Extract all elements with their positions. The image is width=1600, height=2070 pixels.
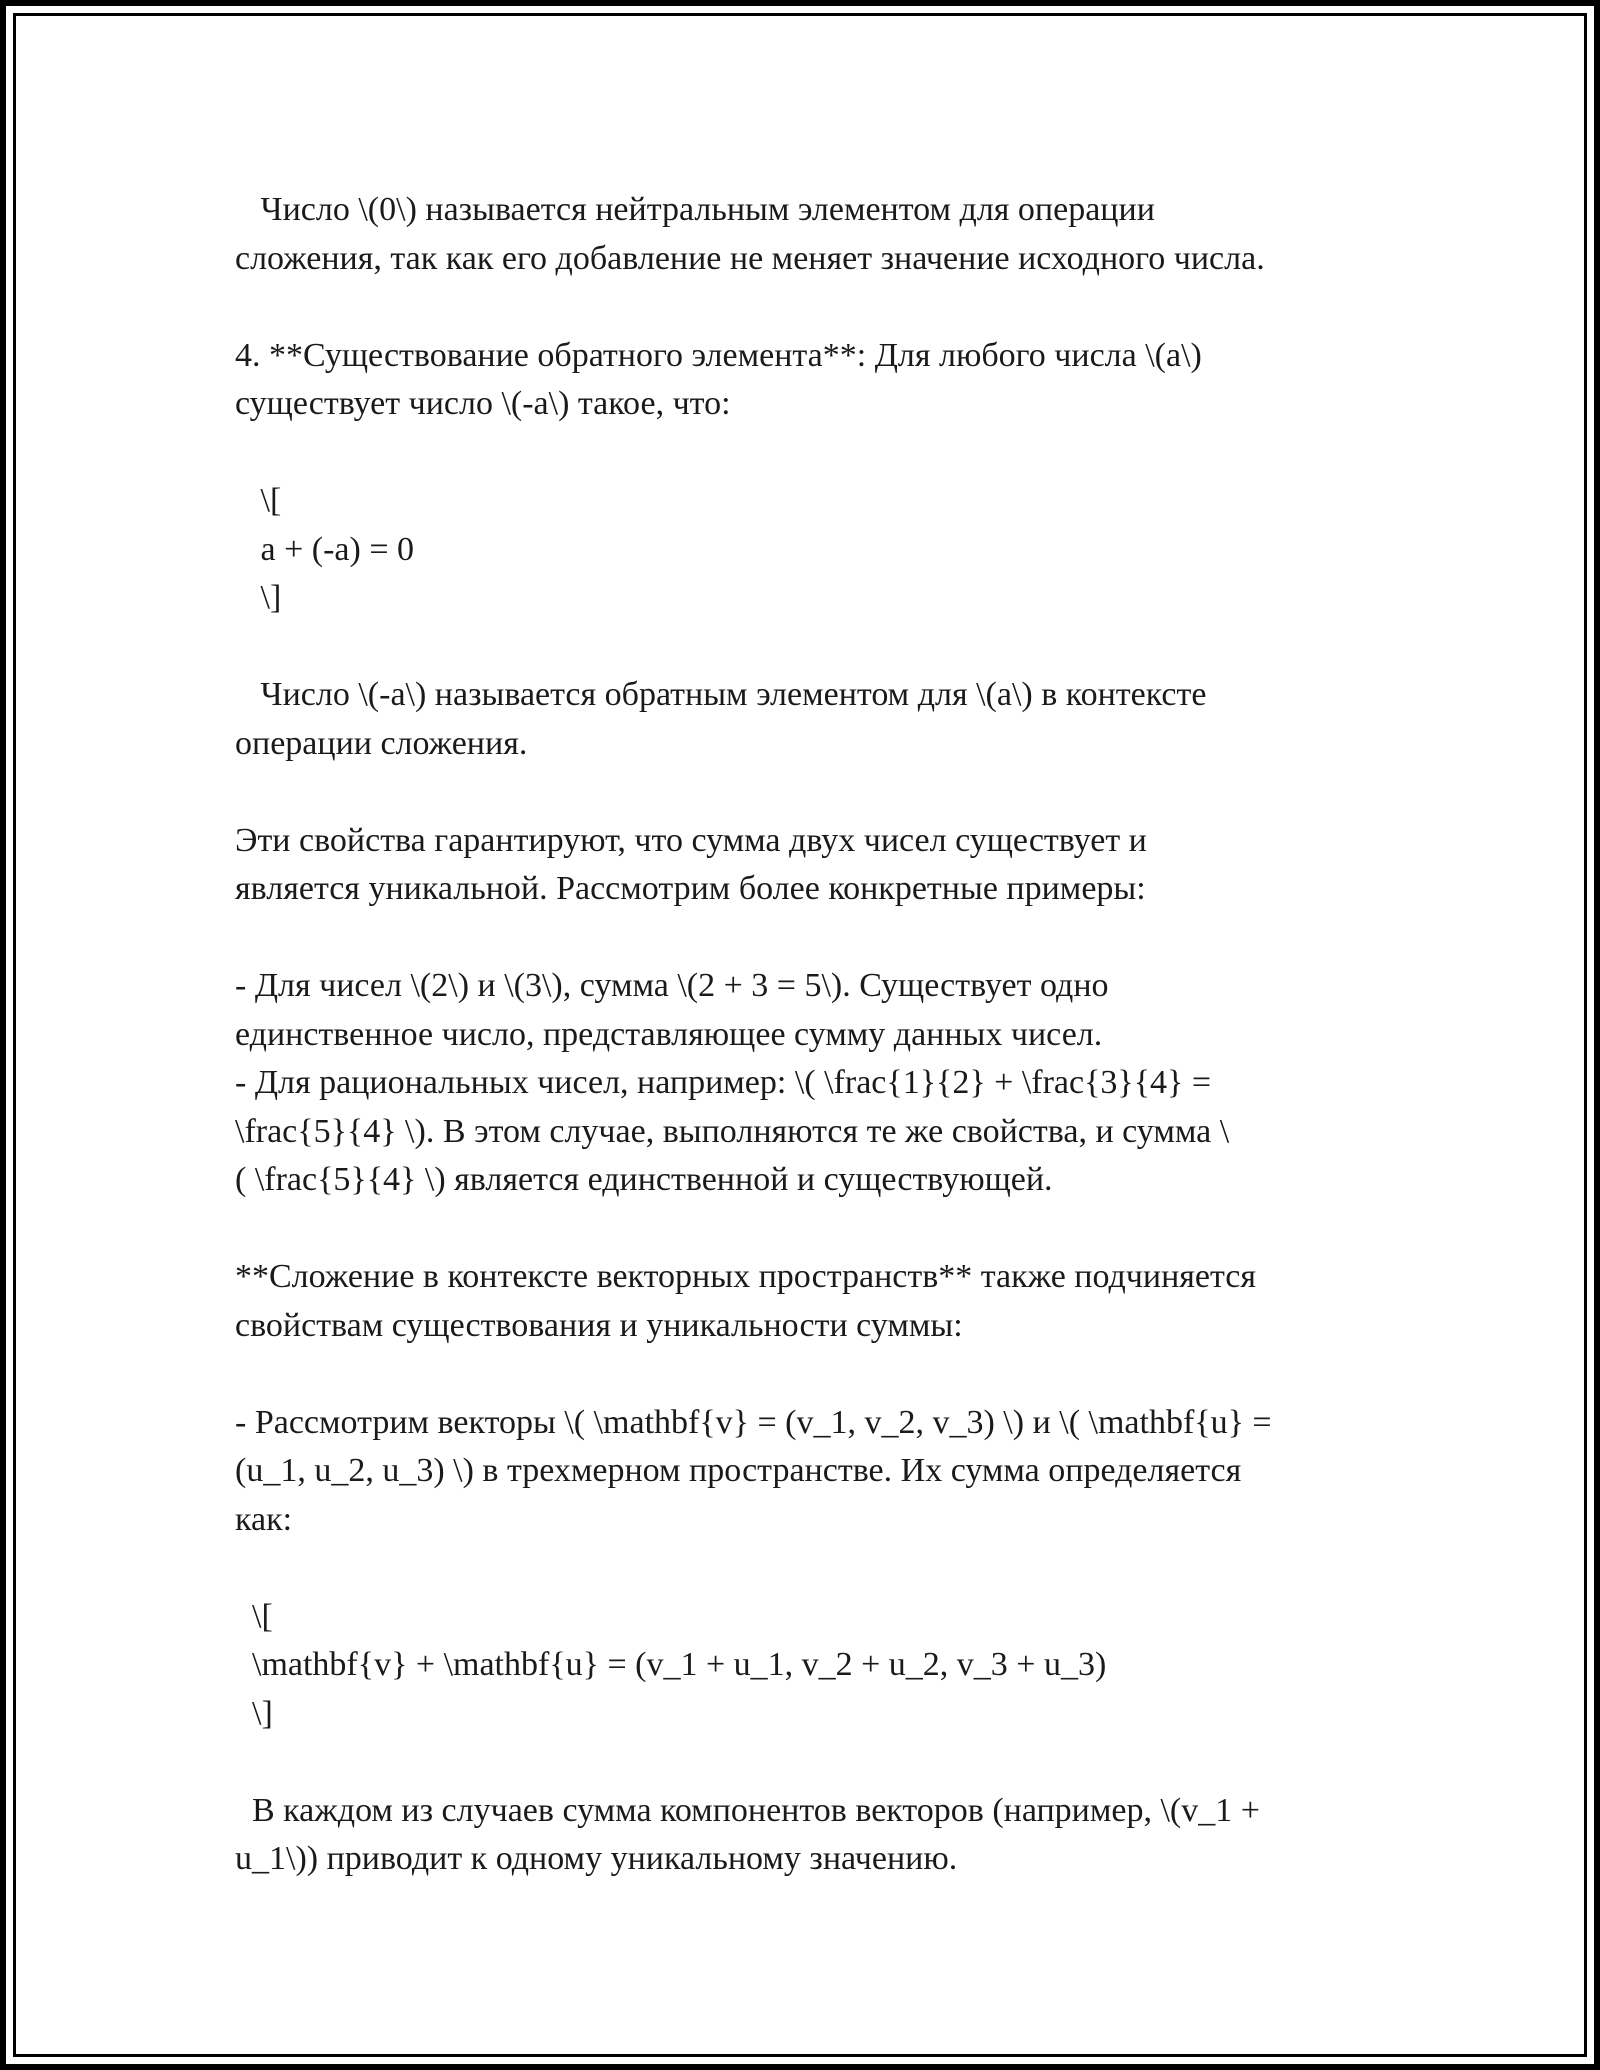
blank-line xyxy=(235,1544,1415,1593)
text-line: Эти свойства гарантируют, что сумма двух чисел существует и xyxy=(235,821,1147,859)
text-line: свойствам существования и уникальности суммы: xyxy=(235,1306,963,1344)
list-item-line: - Рассмотрим векторы \( \mathbf{v} = (v_1, v_2, v_3) \) и \( \mathbf{u} = xyxy=(235,1403,1272,1441)
text-line: 4. **Существование обратного элемента**: Для любого числа \(a\) xyxy=(235,336,1202,374)
list-item-line: \frac{5}{4} \). В этом случае, выполняются те же свойства, и сумма \ xyxy=(235,1112,1230,1150)
list-item-line: - Для рациональных чисел, например: \( \frac{1}{2} + \frac{3}{4} = xyxy=(235,1064,1212,1101)
blank-line xyxy=(235,623,1415,672)
text-line: является уникальной. Рассмотрим более конкретные примеры: xyxy=(235,870,1146,907)
text-line: Число \(-a\) называется обратным элементом для \(a\) в контексте xyxy=(235,676,1207,713)
formula-line: \[ xyxy=(235,1597,273,1635)
text-line: u_1\)) приводит к одному уникальному значению. xyxy=(235,1840,958,1877)
blank-line xyxy=(235,914,1415,963)
blank-line xyxy=(235,429,1415,478)
blank-line xyxy=(235,768,1415,817)
text-line: Число \(0\) называется нейтральным элементом для операции xyxy=(235,191,1155,228)
list-item-line: - Для чисел \(2\) и \(3\), сумма \(2 + 3 = 5\). Существует одно xyxy=(235,967,1109,1004)
formula-line: \mathbf{v} + \mathbf{u} = (v_1 + u_1, v_2 + u_2, v_3 + u_3) xyxy=(235,1646,1107,1683)
formula-line: \] xyxy=(235,579,282,616)
text-line: операции сложения. xyxy=(235,724,528,762)
text-line: В каждом из случаев сумма компонентов векторов (например, \(v_1 + xyxy=(235,1791,1260,1829)
text-line: сложения, так как его добавление не меняет значение исходного числа. xyxy=(235,239,1265,277)
formula-line: \] xyxy=(235,1694,273,1732)
text-line: существует число \(-a\) такое, что: xyxy=(235,385,731,422)
list-item-line: единственное число, представляющее сумму данных чисел. xyxy=(235,1015,1103,1053)
blank-line xyxy=(235,1205,1415,1254)
formula-line: \[ xyxy=(235,482,282,519)
document-body xyxy=(235,186,1415,1884)
formula-line: a + (-a) = 0 xyxy=(235,530,414,568)
text-line: **Сложение в контексте векторных пространств** также подчиняется xyxy=(235,1258,1257,1295)
list-item-line: как: xyxy=(235,1500,293,1538)
blank-line xyxy=(235,1350,1415,1399)
list-item-line: ( \frac{5}{4} \) является единственной и существующей. xyxy=(235,1161,1053,1198)
list-item-line: (u_1, u_2, u_3) \) в трехмерном пространстве. Их сумма определяется xyxy=(235,1452,1242,1489)
blank-line xyxy=(235,1738,1415,1787)
blank-line xyxy=(235,283,1415,332)
